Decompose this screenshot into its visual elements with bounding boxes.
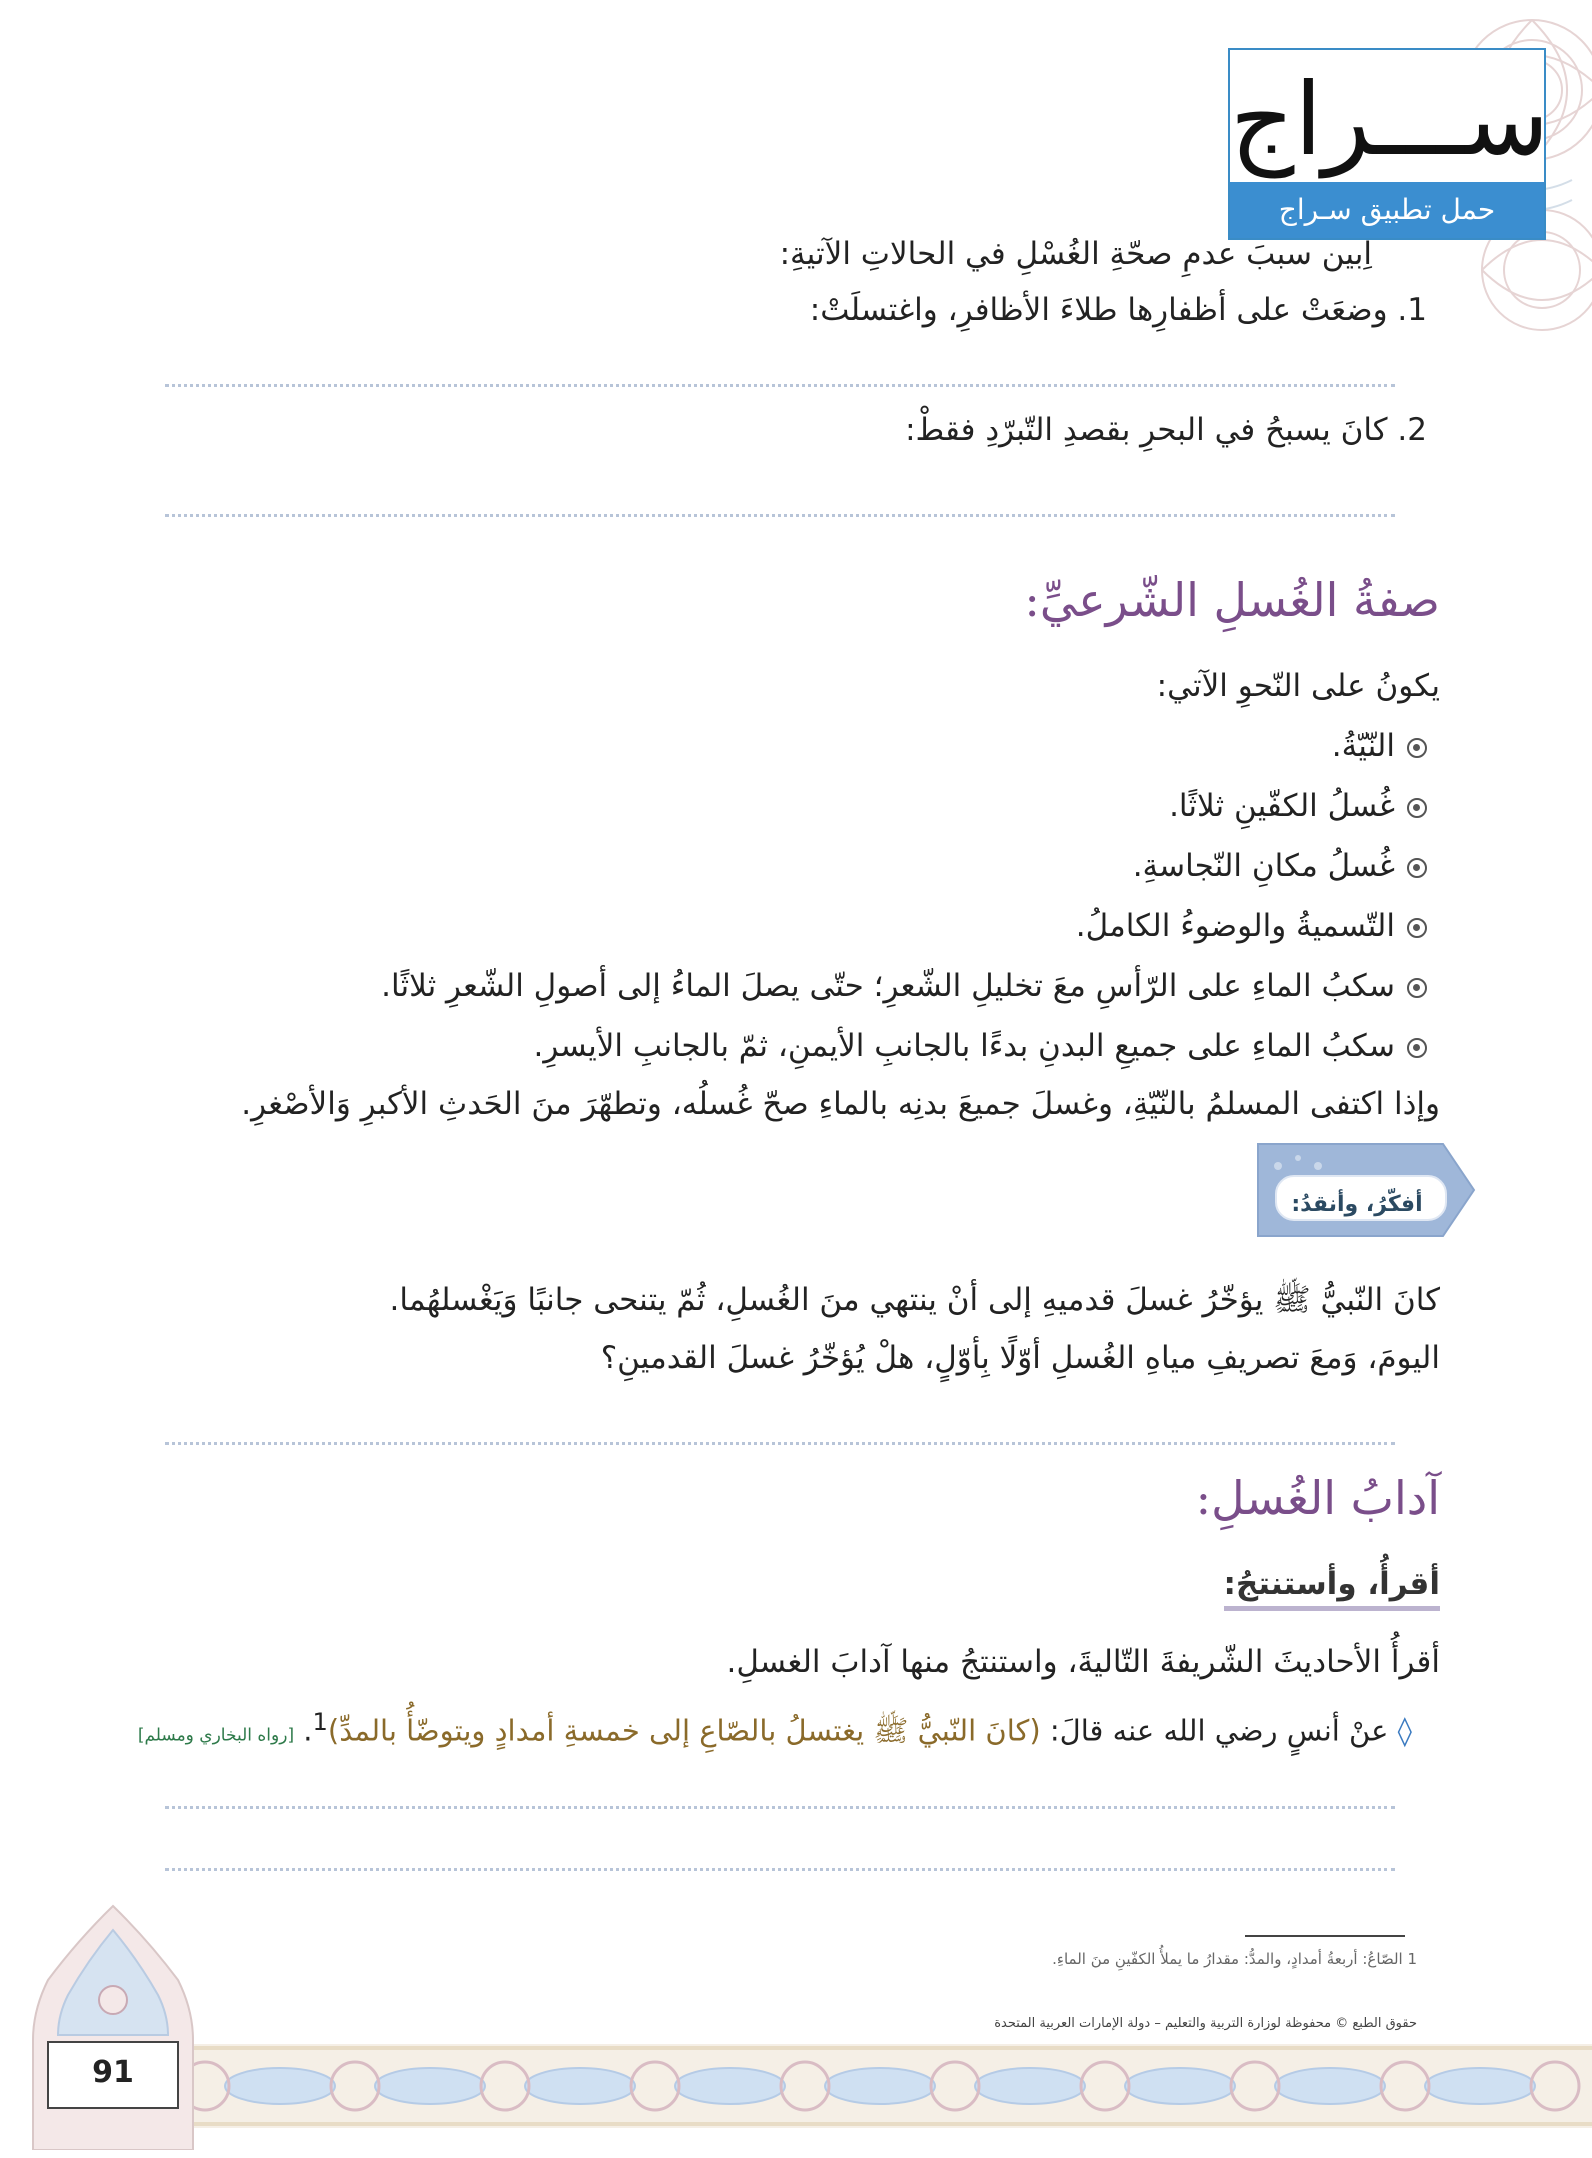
sifa-conclusion: وإذا اكتفى المسلمُ بالنّيّةِ، وغسلَ جميعَ بدنِه بالماءِ صحّ غُسلُه، وتطهّرَ منَ الحَدثِ الأكبرِ وَالأصْغرِ. [241,1086,1440,1122]
answer-line-1[interactable] [165,384,1395,387]
list-item [1169,784,1427,828]
answer-line-5[interactable] [165,1868,1395,1871]
exercise-item-2: 2. كانَ يسبحُ في البحرِ بقصدِ التّبرّدِ فقطْ: [905,412,1427,448]
sifa-intro: يكونُ على النّحوِ الآتي: [1156,668,1440,704]
section-heading-sifa: صفةُ الغُسلِ الشّرعيِّ: [1024,573,1440,627]
list-item [1133,844,1427,888]
think-badge-label: أفكّرُ، وأنقدُ: [1291,1192,1423,1217]
bullet-icon [1407,1038,1427,1058]
page-number: 91 [92,2055,134,2090]
footnote-rule [1245,1935,1405,1937]
think-line-2: اليومَ، وَمعَ تصريفِ مياهِ الغُسلِ أوّلًا بِأوّلٍ، هلْ يُؤخّرُ غسلَ القدمينِ؟ [600,1340,1440,1376]
list-item-text: النّيّةُ. [1331,728,1395,764]
bullet-icon [1407,918,1427,938]
list-item-text: غُسلُ الكفّينِ ثلاثًا. [1169,788,1395,824]
think-line-1: كانَ النّبيُّ ﷺ يؤخّرُ غسلَ قدميهِ إلى أنْ ينتهي منَ الغُسلِ، ثُمّ يتنحى جانبًا وَيَغْسلهُما. [389,1282,1440,1318]
list-item [1332,724,1427,768]
list-item [1076,904,1427,948]
siraj-logo-word: ســـراج [1230,61,1550,178]
hadith-end: . [303,1713,313,1748]
list-item [381,964,1427,1008]
answer-line-2[interactable] [165,514,1395,517]
footnote-ref: 1 [312,1708,328,1736]
hadith-intro: عنْ أنسٍ رضي الله عنه قالَ: [1040,1713,1389,1748]
list-item-text: التّسميةُ والوضوءُ الكاملُ. [1075,908,1395,944]
copyright-notice: حقوق الطبع © محفوظة لوزارة التربية والتعليم – دولة الإمارات العربية المتحدة [994,2016,1417,2031]
list-item-text: سكبُ الماءِ على جميعِ البدنِ بدءًا بالجانبِ الأيمنِ، ثمّ بالجانبِ الأيسرِ. [533,1028,1395,1064]
siraj-logo[interactable] [1228,48,1550,240]
hadith-source: [رواه البخاري ومسلم] [137,1725,295,1746]
footnote: 1 الصّاعُ: أربعةُ أمدادٍ، والمدُّ: مقدارُ ما يملأُ الكفّينِ منَ الماءِ. [1052,1950,1417,1968]
bullet-icon [1407,798,1427,818]
answer-line-3[interactable] [165,1442,1395,1445]
page-number-frame [28,1900,198,2150]
bullet-icon [1407,858,1427,878]
list-item [534,1024,1427,1068]
list-item-text: غُسلُ مكانِ النّجاسةِ. [1132,848,1395,884]
siraj-app-banner[interactable]: حمل تطبيق سـراج [1230,182,1544,238]
list-item-text: سكبُ الماءِ على الرّأسِ معَ تخليلِ الشّعرِ؛ حتّى يصلَ الماءُ إلى أصولِ الشّعرِ ثلاثًا. [381,968,1395,1004]
exercise-item-1: 1. وضعَتْ على أظفارِها طلاءَ الأظافرِ، واغتسلَتْ: [809,292,1427,328]
bullet-icon [1407,738,1427,758]
exercise-question: اِبين سببَ عدمِ صحّةِ الغُسْلِ في الحالاتِ الآتيةِ: [779,236,1372,272]
hadith-line [138,1700,1412,1758]
hadith-text: (كانَ النّبيُّ ﷺ يغتسلُ بالصّاعِ إلى خمسةِ أمدادٍ ويتوضّأُ بالمدِّ) [327,1713,1041,1748]
section-subheading-read-infer: أقرأُ، وأستنتجُ: [1224,1562,1441,1611]
bottom-ornament-band [185,2044,1592,2128]
bullet-icon [1407,978,1427,998]
diamond-marker-icon: ◊ [1397,1713,1412,1748]
adab-instruction: أقرأُ الأحاديثَ الشّريفةَ التّاليةَ، واستنتجُ منها آدابَ الغسلِ. [726,1644,1440,1680]
section-heading-adab: آدابُ الغُسلِ: [1195,1471,1440,1525]
answer-line-4[interactable] [165,1806,1395,1809]
